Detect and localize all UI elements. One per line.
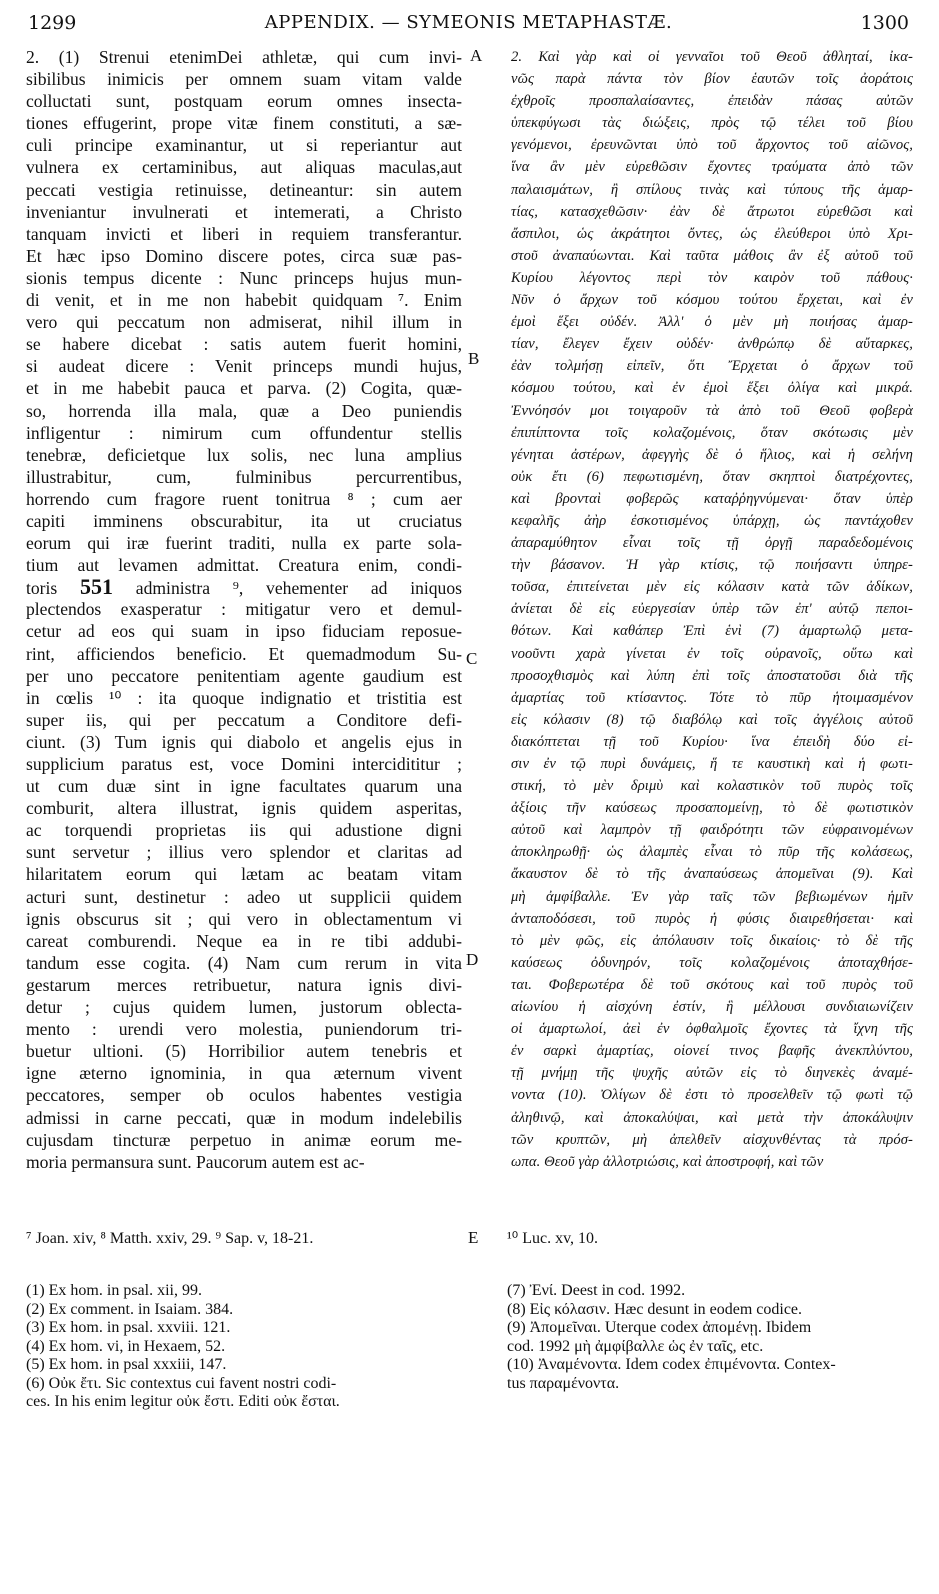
text-line: sionis tempus dicente : Nunc princeps hujus mun- [26, 267, 462, 288]
text-line: tandum esse cogita. (4) Nam cum rerum in vita [26, 952, 462, 973]
footnote-line: (1) Ex hom. in psal. xii, 99. [26, 1282, 202, 1299]
footnote-line: (6) Οὐκ ἔτι. Sic contextus cui favent nostri codi- [26, 1374, 337, 1392]
text-line: τοῦσα, ἐπιτείνεται μὲν εἰς κόλασιν κατὰ τῶν ἀδίκων, [511, 579, 913, 596]
text-line: οἱ ἁμαρτωλοί, ἀεὶ ἐν ὀφθαλμοῖς ἔχοντες τὰ ἴχνη τῆς [511, 1021, 913, 1038]
scripture-refs-right [507, 1230, 917, 1249]
text-line: sunt servetur ; illius vero splendor et claritas ad [26, 842, 462, 863]
text-line: τῇ μνήμῃ τῆς ψυχῆς αὐτῶν εἰς τὸ διηνεκὲς ἀναμέ- [511, 1065, 913, 1082]
text-line: 2. Καὶ γὰρ καὶ οἱ γενναῖοι τοῦ Θεοῦ ἀθληταί, ἰκα- [511, 49, 913, 65]
footnote-line: ces. In his enim legitur οὐκ ἔστι. Editi οὐκ ἔσται. [26, 1393, 340, 1410]
text-line: ἀπαραμύθητον εἶναι τοῖς τῇ ὀργῇ παραδεδομένοις [511, 535, 913, 552]
scripture-ref-line: ⁷ Joan. xiv, ⁸ Matth. xxiv, 29. ⁹ Sap. v, 18-21. [26, 1230, 314, 1247]
text-line: peccatores, semper ob oculos habentes vestigia [26, 1085, 462, 1106]
scripture-refs-left [26, 1230, 466, 1249]
text-line: ἀνίεται δὲ εἰς εὐεργεσίαν ὑπὲρ τῶν ἐπ' αὐτῷ πεποι- [511, 601, 913, 618]
text-line: illustrabitur, cum, fulminibus percurrentibus, [26, 466, 462, 487]
footnotes-left [26, 1282, 466, 1412]
text-line: buetur ultioni. (5) Horribilior autem tenebris et [26, 1041, 462, 1062]
text-line: tanquam invicti et liberi in requiem transferantur. [26, 223, 462, 244]
text-line: νοοῦντι χαρὰ γίνεται ἐν τοῖς οὐρανοῖς, οὕτω καὶ [511, 645, 913, 662]
text-line: τῶν κρυπτῶν, μὴ ἀπελθεῖν αἰσχυνθέντας τὰ πρόσ- [511, 1131, 913, 1148]
text-line: tium aut levamen admittat. Creatura enim, condi- [26, 555, 462, 576]
text-line: ac torquendi proprietas iis qui adustione digni [26, 820, 462, 841]
text-line: moria permansura sunt. Paucorum autem est ac- [26, 1151, 365, 1172]
page-number-right: 1300 [860, 12, 909, 34]
footnote-line: (2) Ex comment. in Isaiam. 384. [26, 1300, 234, 1318]
text-line: καύσεως ὀδυνηρόν, τοῖς κολαζομένοις ἀποταχθήσε- [511, 954, 913, 971]
text-line: διακόπτεται τῇ τοῦ Κυρίου· ἵνα ἐπειδὴ δύο εἰ- [511, 733, 913, 750]
text-line: hilaritatem eorum qui lætam ac beatam vitam [26, 864, 462, 885]
text-line: capiti imminens obscurabitur, ita ut cruciatus [26, 510, 462, 531]
running-header [28, 12, 909, 36]
text-line: ἐπιπίπτοντα τοῖς κολαζομένοις, ὅταν σκότωσις μὲν [511, 424, 913, 441]
text-line: admissi in carne peccati, quæ in modum indelebilis [26, 1107, 462, 1128]
text-line: tenebræ, deficietque lux solis, nec luna amplius [26, 444, 462, 465]
margin-letter-d: D [466, 950, 479, 969]
text-line: τὸ μὲν φῶς, εἰς ἀπόλαυσιν τοῖς δικαίοις· τὸ δὲ τῆς [511, 932, 913, 949]
margin-letter-e: E [468, 1228, 479, 1247]
text-line: αὐτοῦ καὶ λαμπρὸν τῇ φαιδρότητι τῶν εὐφραινομένων [511, 822, 913, 839]
text-line: προσοχθισμὸς καὶ λύπη ἐπὶ τοῖς ἀποστατοῦσι διὰ τῆς [511, 667, 913, 684]
scripture-ref-line: ¹⁰ Luc. xv, 10. [507, 1230, 599, 1247]
text-line: super iis, qui per peccatum a Conditore defi- [26, 709, 462, 730]
footnote-line: (9) Ἀπομεῖναι. Uterque codex ἀπομένῃ. Ibidem [507, 1319, 812, 1336]
text-line: Νῦν ὁ ἄρχων τοῦ κόσμου τούτου ἔρχεται, καὶ ἐν [511, 292, 913, 309]
text-line: ciunt. (3) Tum ignis qui diabolo et angelis ejus in [26, 731, 462, 752]
text-line: si audeat dicere : Venit princeps mundi hujus, [26, 356, 462, 377]
text-line: κεφαλῆς ἀὴρ ἐσκοτισμένος ὑπάρχῃ, ὡς παντάχοθεν [511, 512, 913, 529]
footnote-line: (8) Εἰς κόλασιν. Hæc desunt in eodem codice. [507, 1300, 803, 1318]
text-line: θότων. Καὶ καθάπερ Ἐπὶ ἑνὶ (7) ἁμαρτωλῷ μετα- [511, 623, 913, 640]
text-line: ἵνα ἂν μὲν εὑρεθῶσιν ἔχοντες τραύματα ἀπὸ τῶν [511, 159, 913, 176]
text-line: supplicium paratus est, voce Domini intercidititur ; [26, 754, 462, 774]
column-number: 551 [80, 576, 114, 599]
text-line: Κυρίου λέγοντος περὶ τὸν καιρὸν τοῦ πάθους· [511, 269, 913, 286]
text-line: ἐὰν τολμήσῃ εἰπεῖν, ὅτι Ἔρχεται ὁ ἄρχων τοῦ [511, 358, 913, 375]
text-line: vero qui peccatum non admiserat, nihil illum in [26, 312, 462, 333]
text-line: οὐκ ἔτι (6) πεφωτισμένη, ὅταν σκηπτοὶ διατρέχοντες, [511, 468, 913, 485]
text-line: per uno peccatore penitentiam agente gaudium est [26, 665, 462, 686]
text-line: mento : urendi vero molestia, puniendorum tri- [26, 1019, 462, 1040]
text-line: αἰωνίου ἡ αἰσχύνη ἐστίν, ἣ μέλλουσι συνδιαιωνίζειν [511, 999, 913, 1016]
text-line: igne æterno ignominia, in qua æternum vivent [26, 1063, 462, 1084]
text-line: in cœlis ¹⁰ : ita quoque indignatio et tristitia est [26, 687, 462, 708]
footnotes-right [507, 1282, 917, 1393]
text-line: 2. (1) Strenui etenimDei athletæ, qui cum invi- [26, 47, 462, 67]
running-title: APPENDIX. — SYMEONIS METAPHASTÆ. [264, 12, 673, 33]
text-line: so, horrenda illa mala, quæ a Deo puniendis [26, 400, 462, 421]
latin-column [26, 46, 462, 1173]
footnote-line: (3) Ex hom. in psal. xxviii. 121. [26, 1319, 231, 1336]
text-line: plectendos exasperatur : mitigatur vero et demul- [26, 599, 462, 620]
text-line: ignis obscurus sit ; qui vero in oblectamentum vi [26, 908, 462, 929]
footnote-line: cod. 1992 μὴ ἀμφίβαλλε ὡς ἐν ταῖς, etc. [507, 1337, 764, 1355]
text-line: τίαν, ἔλεγεν ἔχειν οὐδέν· ἀνθρώπῳ δὲ αὔταρκες, [511, 336, 913, 353]
text-line: σιν ἐν τῷ πυρὶ δυνάμεις, ἥ τε καυστικὴ καὶ ἡ φωτι- [511, 756, 913, 772]
text-line: γένηται ἀστέρων, ἀφεγγὴς δὲ ὁ ἥλιος, καὶ ἡ σελήνη [511, 446, 913, 463]
text-line: acturi sunt, destinetur : adeo ut supplicii quidem [26, 886, 462, 907]
text-line: colluctati sunt, postquam eorum omnes insecta- [26, 91, 462, 112]
text-line: μὴ ἀμφίβαλλε. Ἐν γὰρ ταῖς τῶν βεβιωμένων ἡμῖν [511, 888, 913, 905]
text-line: inveniantur invulnerati et intemerati, a Christo [26, 201, 462, 222]
footnote-line: (7) Ἐνί. Deest in cod. 1992. [507, 1282, 686, 1299]
text-line: ἀληθινῷ, καὶ ἀποκαλύψαι, καὶ μετὰ τὴν ἀποκάλυψιν [511, 1109, 913, 1126]
text-line: ἀνταποδόσεσι, τοῦ πυρὸς ἡ φύσις διαιρεθήσεται· καὶ [511, 910, 913, 927]
page-number-left: 1299 [28, 12, 77, 34]
text-line: ἐχθροῖς προσπαλαίσαντες, ἐπειδὰν πάσας αὐτῶν [511, 93, 913, 110]
text-line: καὶ βρονταὶ φοβερῶς καταῤῥηγνύμεναι· ὅταν ὑπὲρ [511, 490, 913, 507]
text-line: horrendo cum fragore ruent tonitrua ⁸ ; cum aer [26, 488, 462, 509]
text-line: εἰς κόλασιν (8) τῷ διαβόλῳ καὶ τοῖς ἀγγέλοις αὐτοῦ [511, 711, 913, 728]
text-line: infligentur : nimirum cum offundentur stellis [26, 422, 462, 443]
text-line: νοντα (10). Ὀλίγων δὲ ἐστι τὸ προσελθεῖν τῷ φωτὶ τῷ [511, 1087, 913, 1104]
text-line: νῶς παρὰ πάντα τὸν βίον ἑαυτῶν τοῖς ἀοράτοις [511, 71, 913, 88]
text-line: sibilibus inimicis per omnem suam vitam valde [26, 69, 462, 90]
footnote-line: (4) Ex hom. vi, in Hexaem, 52. [26, 1337, 226, 1355]
text-line: τὴν βάσανον. Ἡ γὰρ κτίσις, τῷ ποιήσαντι ὑπηρε- [511, 557, 913, 574]
text-line: γενόμενοι, ἐρευνῶνται ὑπὸ τοῦ ἄρχοντος τοῦ αἰῶνος, [511, 137, 913, 154]
text-line: gestarum merces retribuetur, natura ignis divi- [26, 974, 462, 995]
footnote-line: (5) Ex hom. in psal xxxiii, 147. [26, 1356, 227, 1373]
text-line: ἄκαυστον δὲ τὸ τῆς ἀναπαύσεως ἀπομεῖναι (9). Καὶ [511, 866, 913, 883]
footnote-line: (10) Ἀναμένοντα. Idem codex ἐπιμένοντα. Contex- [507, 1356, 836, 1373]
text-line: στοῦ ἀναπαύωνται. Καὶ ταῦτα μάθοις ἂν ἐξ αὐτοῦ τοῦ [511, 247, 913, 264]
text-line: toris 551 administra ⁹, vehementer ad iniquos [26, 576, 462, 599]
text-line: ἄσπιλοι, ὡς ἀκράτητοι ὄντες, ὡς ἐλεύθεροι ὑπὸ Χρι- [511, 225, 913, 242]
text-line: ὑπεκφύγωσι τὰς διώξεις, πρὸς τῷ τέλει τοῦ βίου [511, 115, 913, 132]
text-line: ωπα. Θεοῦ γὰρ ἀλλοτριώσις, καὶ ἀποστροφή, καὶ τῶν [511, 1153, 824, 1170]
text-line: στική, τὸ μὲν δριμὺ καὶ κολαστικὸν τοῦ πυρὸς τοῖς [511, 778, 913, 795]
text-line: culi principe examinantur, ut si reperiantur aut [26, 135, 462, 156]
text-line: careat comburendi. Neque ea in re tibi addubi- [26, 930, 462, 951]
text-line: cujusdam tincturæ perpetuo in animæ eorum me- [26, 1129, 462, 1150]
text-line: ἀποκληρωθῇ· ὡς ἀλαμπὲς εἶναι τὸ πῦρ τῆς κολάσεως, [511, 844, 913, 861]
text-line: rint, afficiendos beneficio. Et quemadmodum Su- [26, 643, 462, 664]
text-line: cetur ad eos qui suam in ipso fiduciam reposue- [26, 621, 462, 642]
text-line: ἐν σαρκὶ ἁμαρτίας, οἱονεί τινος βαφῆς ἀνεκπλύντου, [511, 1043, 913, 1060]
greek-column [511, 46, 913, 1173]
text-line: tiones effugerint, prope vitæ finem constituti, a sæ- [26, 113, 462, 134]
text-line: κόσμου τούτου, καὶ ἐν ἐμοὶ ἕξει ὀλίγα καὶ μικρά. [511, 380, 913, 397]
text-line: ται. Φοβερωτέρα δὲ τοῦ σκότους καὶ τοῦ πυρὸς τοῦ [511, 976, 913, 993]
text-line: eorum qui iræ fuerint traditi, nulla ex parte sola- [26, 533, 462, 554]
text-line: vulnera ex certaminibus, aut aliquas maculas,aut [26, 157, 462, 178]
text-line: Et hæc ipso Domino discere potes, circa suæ pas- [26, 245, 462, 266]
text-line: comburit, altera illustrat, ignis quidem asperitas, [26, 798, 462, 819]
text-line: et in me habebit pauca et parva. (2) Cogita, quæ- [26, 378, 462, 399]
text-line: ut cum duæ sint in igne facultates quarum una [26, 776, 462, 797]
text-line: παλαισμάτων, ἢ σπίλους τινὰς καὶ τύπους τῆς ἁμαρ- [511, 181, 913, 198]
margin-letter-b: B [468, 349, 480, 368]
margin-letter-c: C [466, 649, 478, 668]
text-line: se habere dicebat : satis autem fuerit homini, [26, 334, 462, 355]
text-line: ἁμαρτίας τοῦ κτίσαντος. Τότε τὸ πῦρ ἡτοιμασμένον [511, 689, 913, 706]
text-line: detur ; cujus quidem lumen, justorum oblecta- [26, 997, 462, 1018]
margin-letter-a: A [470, 46, 483, 65]
text-line: ἀξίοις τῆν καύσεως προσαπομείνῃ, τὸ δὲ φωτιστικὸν [511, 800, 913, 817]
footnote-line: tus παραμένοντα. [507, 1374, 620, 1392]
text-line: ἐμοὶ ἕξει οὐδέν. Ἀλλ' ὁ μὲν μὴ ποιήσας ἁμαρ- [511, 314, 913, 331]
text-line: Ἐννόησόν μοι τοιγαροῦν τὰ ἀπὸ τοῦ Θεοῦ φοβερὰ [511, 402, 913, 419]
text-line: di venit, et in me non habebit quidquam ⁷. Enim [26, 290, 462, 311]
text-line: peccati vestigia retinuisse, detineantur: sin autem [26, 179, 462, 200]
text-line: τίας, κατασχεθῶσιν· ἐὰν δὲ ἄτρωτοι εὑρεθῶσι καὶ [511, 203, 913, 220]
